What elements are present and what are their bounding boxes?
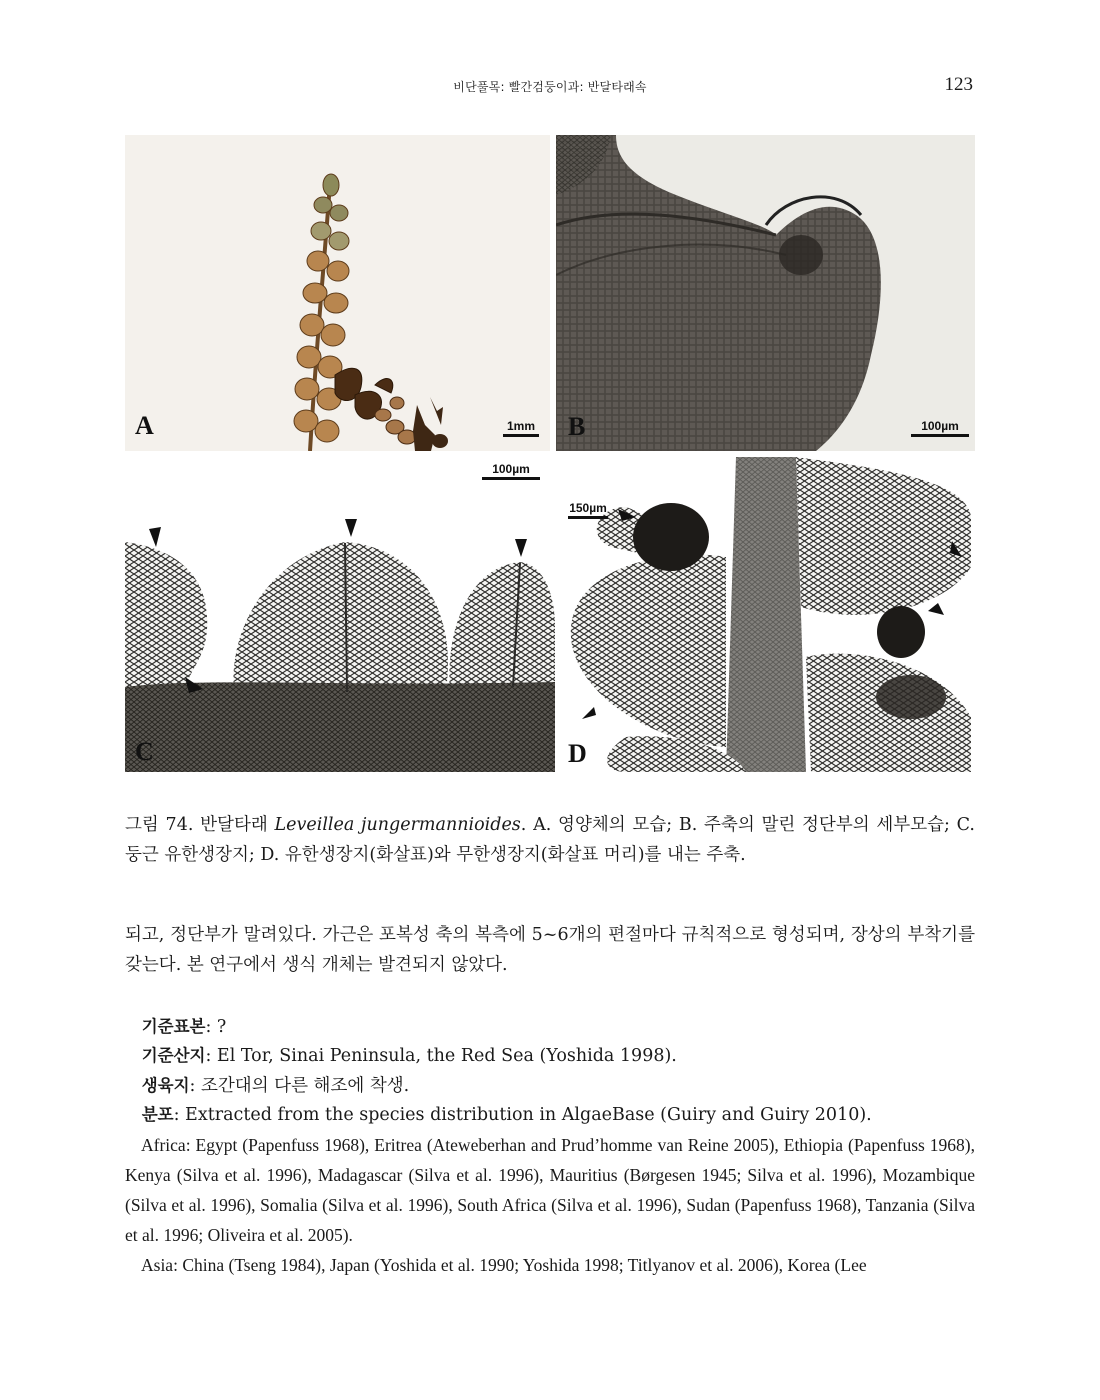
figure-panel-a [125, 135, 550, 451]
page-header [125, 76, 975, 100]
scale-label-b: 100µm [921, 419, 959, 433]
field-value: : 조간대의 다른 해조에 착생. [189, 1076, 410, 1096]
field-value: : ? [205, 1017, 227, 1037]
field-type-specimen [125, 1012, 975, 1042]
scale-bar-b [911, 419, 969, 437]
field-label: 기준표본 [141, 1017, 206, 1036]
figure-panel-b [556, 135, 975, 451]
caption-text: . A. 영양체의 모습; B. 주축의 말린 정단부의 세부모습; C. 둥근 유한생장지; D. 유한생장지(화살표)와 무한생장지(화살표 머리)를 내는 주축. [125, 815, 975, 865]
figure-panel-d [566, 457, 971, 772]
field-habitat [125, 1071, 975, 1101]
page-number: 123 [944, 74, 973, 95]
scale-bar-a [503, 419, 539, 437]
panel-c-image [125, 457, 555, 772]
distribution-asia: Asia: China (Tseng 1984), Japan (Yoshida et al. 1990; Yoshida 1998; Titlyanov et al. 2006), Korea (Lee [141, 1255, 867, 1275]
distribution-list [125, 1130, 975, 1280]
panel-b-image [556, 135, 975, 451]
panel-label-a: A [135, 411, 154, 440]
panel-d-image [566, 457, 971, 772]
panel-a-image [125, 135, 550, 451]
panel-label-d: D [568, 739, 587, 768]
field-label: 생육지 [141, 1076, 190, 1095]
field-value: : Extracted from the species distribution in AlgaeBase (Guiry and Guiry 2010). [173, 1105, 872, 1125]
scale-bar-c [482, 462, 540, 480]
caption-species: Leveillea jungermannioides [274, 815, 521, 835]
distribution-africa: Africa: Egypt (Papenfuss 1968), Eritrea (Ateweberhan and Prud’homme van Reine 2005), Ethiopia (Papenfuss 1968), Kenya (Silva et al. 1996), Madagascar (Silva et al. 1996), Mauritius (Børgesen 1945; Silva et al. 1996), Mozambique (Silva et al. 1996), Somalia (Silva et al. 1996), South Africa (Silva et al. 1996), Sudan (Papenfuss 1968), Tanzania (Silva et al. 1996; Oliveira et al. 2005). [125, 1135, 975, 1245]
scale-label-c: 100µm [492, 462, 530, 476]
body-paragraph: 되고, 정단부가 말려있다. 가근은 포복성 축의 복측에 5~6개의 편절마다 규칙적으로 형성되며, 장상의 부착기를 갖는다. 본 연구에서 생식 개체는 발견되지 않았다. [125, 925, 975, 975]
caption-prefix: 그림 74. 반달타래 [125, 815, 275, 835]
figure-panel-c [125, 457, 555, 772]
field-label: 기준산지 [141, 1046, 206, 1065]
field-type-locality [125, 1041, 975, 1071]
scale-label-d: 150µm [569, 501, 607, 515]
scale-bar-d [568, 501, 608, 519]
field-value: : El Tor, Sinai Peninsula, the Red Sea (Yoshida 1998). [205, 1046, 677, 1066]
scale-label-a: 1mm [506, 419, 535, 433]
panel-label-c: C [135, 737, 154, 766]
field-label: 분포 [141, 1105, 174, 1124]
figure-caption [125, 810, 975, 870]
field-distribution [125, 1100, 975, 1130]
running-head: 비단풀목: 빨간검둥이과: 반달타래속 [453, 80, 647, 94]
panel-label-b: B [568, 412, 586, 441]
